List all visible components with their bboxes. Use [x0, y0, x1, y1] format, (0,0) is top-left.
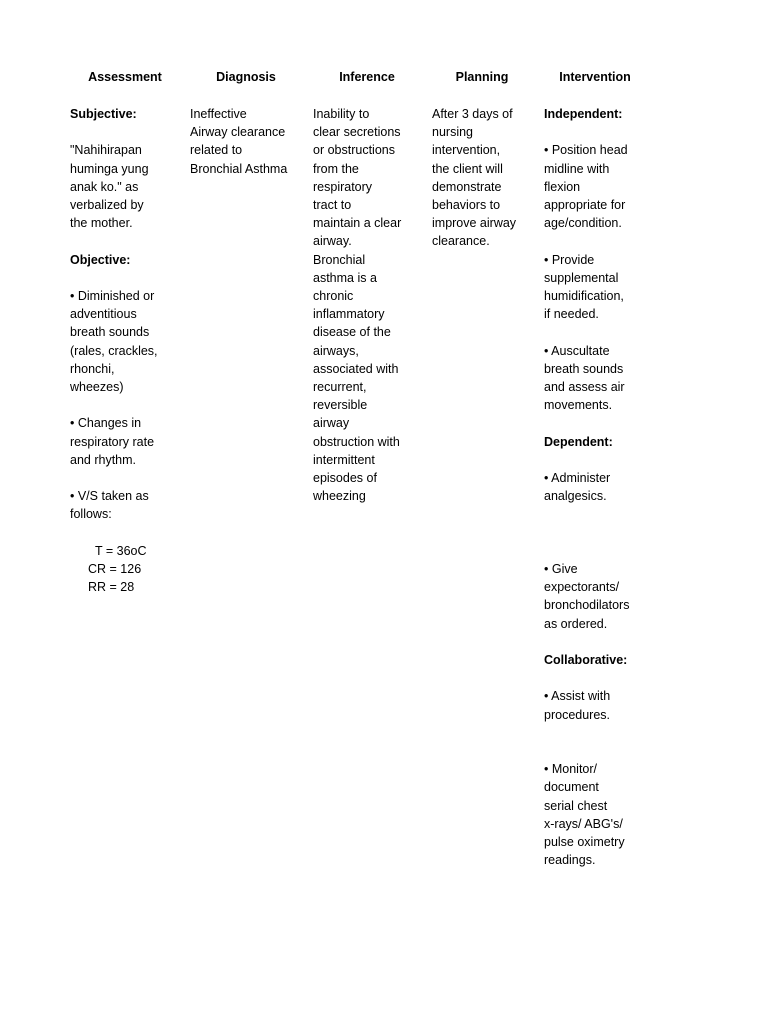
intervention-auscultate: • Auscultate breath sounds and assess air movements.: [544, 343, 625, 413]
header-assessment: Assessment: [88, 70, 162, 84]
header-planning: Planning: [455, 70, 509, 84]
objective-bullet-respiratory-rate: • Changes in respiratory rate and rhythm.: [70, 416, 155, 467]
header-inference: Inference: [339, 70, 395, 84]
intervention-analgesics: • Administer analgesics.: [544, 470, 611, 504]
planning-column: [432, 105, 540, 269]
vital-sign-temperature: T = 36oC: [95, 543, 147, 558]
inference-text: Inability to clear secretions or obstructions from the respiratory tract to maintain a clear airway. Bronchial asthma is a chronic inflammatory disease of the airways, associated with recurrent, reversible airway obstruction with intermittent episodes of wheezing: [313, 107, 402, 504]
intervention-assist-procedures: • Assist with procedures.: [544, 689, 611, 722]
dependent-label: Dependent:: [544, 434, 613, 449]
vital-sign-respiratory-rate: RR = 28: [88, 580, 135, 595]
intervention-position-head: • Position head midline with flexion appropriate for age/condition.: [544, 143, 628, 231]
inference-column: [313, 105, 428, 524]
independent-label: Independent:: [544, 107, 623, 121]
intervention-column: [544, 105, 654, 888]
diagnosis-column: [190, 105, 308, 196]
subjective-label: Subjective:: [70, 107, 137, 121]
header-intervention: Intervention: [559, 70, 631, 84]
subjective-text: "Nahihirapan huminga yung anak ko." as verbalized by the mother.: [70, 143, 149, 231]
objective-bullet-breath-sounds: • Diminished or adventitious breath sounds (rales, crackles, rhonchi, wheezes): [70, 288, 158, 394]
header-diagnosis: Diagnosis: [216, 70, 276, 84]
intervention-humidification: • Provide supplemental humidification, if needed.: [544, 252, 624, 322]
intervention-monitor-document: • Monitor/ document serial chest x-rays/ ABG's/ pulse oximetry readings.: [544, 762, 625, 868]
planning-text: After 3 days of nursing intervention, the client will demonstrate behaviors to improve airway clearance.: [432, 107, 517, 249]
assessment-column: [70, 105, 185, 596]
vital-signs-list: [70, 542, 185, 597]
vital-sign-cardiac-rate: CR = 126: [88, 561, 142, 576]
objective-bullet-vital-signs: • V/S taken as follows:: [70, 489, 149, 522]
objective-label: Objective:: [70, 252, 131, 267]
diagnosis-text: Ineffective Airway clearance related to Bronchial Asthma: [190, 107, 288, 176]
collaborative-label: Collaborative:: [544, 652, 628, 667]
intervention-expectorants: • Give expectorants/ bronchodilators as ordered.: [544, 561, 630, 631]
